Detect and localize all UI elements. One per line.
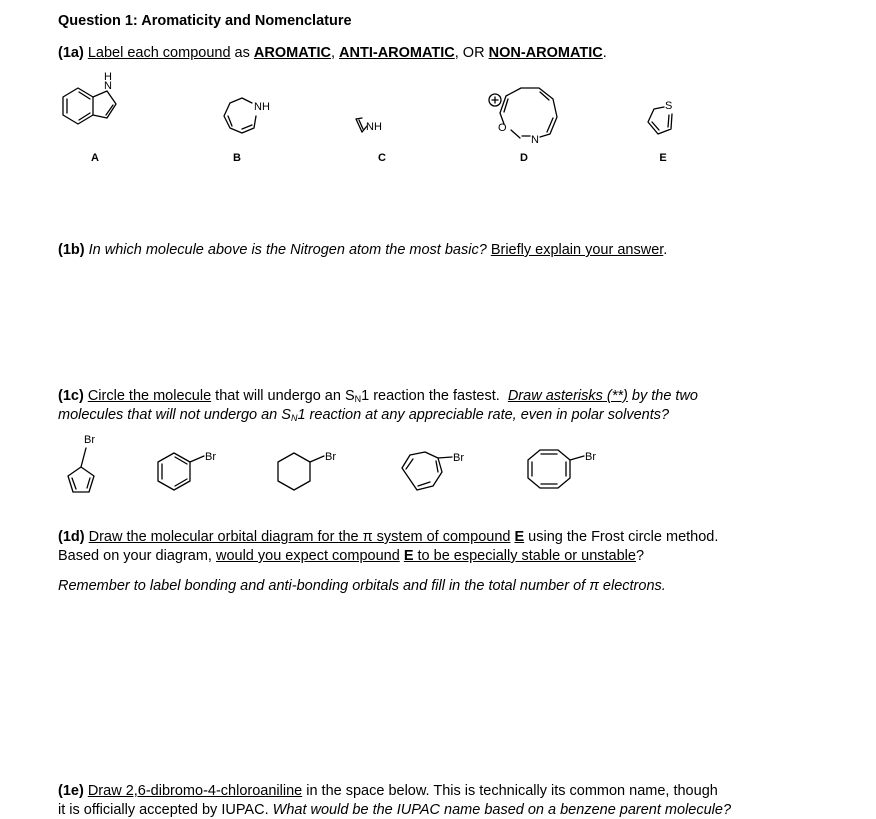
compound-a-nitrogen: N <box>104 80 112 92</box>
q1c-prompt-line2 <box>58 406 669 427</box>
q1c-tag: (1c) <box>58 388 84 404</box>
q1d-note: Remember to label bonding and anti-bonding orbitals and fill in the total number of π electrons. <box>58 578 666 594</box>
q1b-prompt <box>58 241 667 259</box>
compound-d-nitrogen: N <box>531 134 539 146</box>
q1c-br-label-3: Br <box>325 451 336 463</box>
compound-d-oxygen: O <box>498 122 507 134</box>
q1c-molecule-bromocyclohexane <box>270 444 360 504</box>
q1e-line2b: What would be the IUPAC name based on a benzene parent molecule? <box>272 802 732 818</box>
q1c-line2-sub: N <box>290 413 298 423</box>
compound-c-nh: NH <box>366 121 382 133</box>
q1a-option-non-aromatic: NON-AROMATIC <box>488 45 603 61</box>
q1c-molecule-cycloheptatriene-br <box>392 444 492 504</box>
q1d-line2b: would you expect compound <box>215 548 400 564</box>
q1c-br-label-4: Br <box>453 452 464 464</box>
q1c-text2: 1 reaction the fastest. <box>361 388 500 404</box>
q1d-line2e: ? <box>635 548 645 564</box>
q1e-line2a: it is officially accepted by IUPAC. <box>58 802 273 818</box>
q1e-prompt-line2 <box>58 801 731 819</box>
compound-e-structure <box>642 96 692 141</box>
q1c-line2b: 1 reaction at any appreciable rate, even in polar solvents? <box>297 407 670 423</box>
compound-b-structure <box>218 94 288 144</box>
q1a-end: . <box>602 45 607 61</box>
q1b-instruction: Briefly explain your answer <box>490 242 664 258</box>
q1a-sep: , <box>330 45 340 61</box>
compound-b-label: B <box>233 152 241 164</box>
compound-c-label: C <box>378 152 386 164</box>
q1c-br-label-2: Br <box>205 451 216 463</box>
q1c-text3: by the two <box>627 388 698 404</box>
q1a-option-aromatic: AROMATIC <box>253 45 331 61</box>
q1a-instruction: Label each compound <box>87 45 231 61</box>
q1c-sub: N <box>354 394 362 404</box>
q1a-option-anti-aromatic: ANTI-AROMATIC <box>339 45 455 61</box>
compound-c-structure <box>352 114 412 144</box>
compound-a-label: A <box>91 152 99 164</box>
q1e-instruction: Draw 2,6-dibromo-4-chloroaniline <box>87 783 303 799</box>
q1d-line2d: to be especially stable or unstable <box>413 548 636 564</box>
q1e-prompt-line1 <box>58 782 718 800</box>
q1c-molecule-bromobenzene <box>150 444 240 504</box>
q1b-question: In which molecule above is the Nitrogen atom the most basic? <box>88 242 487 258</box>
q1c-text1: that will undergo an S <box>211 388 355 404</box>
q1c-molecule-cyclooctatetraene-br <box>516 444 616 504</box>
q1e-tag: (1e) <box>58 783 84 799</box>
q1c-line2a: molecules that will not undergo an S <box>58 407 291 423</box>
q1d-instruction: Draw the molecular orbital diagram for the π system of compound <box>88 529 511 545</box>
q1b-tag: (1b) <box>58 242 85 258</box>
q1c-instruction2: Draw asterisks (**) <box>507 388 628 404</box>
q1d-prompt-line2 <box>58 547 644 565</box>
compound-a-structure <box>55 71 145 144</box>
q1a-tag: (1a) <box>58 45 84 61</box>
q1a-text: as <box>230 45 254 61</box>
q1d-prompt-line1 <box>58 528 718 546</box>
compound-a-hydrogen: H <box>104 71 112 83</box>
q1e-text1: in the space below. This is technically its common name, though <box>302 783 718 799</box>
q1d-tag: (1d) <box>58 529 85 545</box>
compound-b-nh: NH <box>254 101 270 113</box>
q1d-line2c: E <box>403 548 414 564</box>
q1c-br-label-1: Br <box>84 434 95 446</box>
q1a-prompt <box>58 44 607 62</box>
compound-e-sulfur: S <box>665 100 673 112</box>
q1c-instruction1: Circle the molecule <box>87 388 212 404</box>
question-title: Question 1: Aromaticity and Nomenclature <box>58 13 352 29</box>
q1a-sep2: , OR <box>454 45 489 61</box>
compound-d-label: D <box>520 152 528 164</box>
q1b-end: . <box>663 242 668 258</box>
q1c-br-label-5: Br <box>585 451 596 463</box>
q1d-text1: using the Frost circle method. <box>524 529 719 545</box>
compound-d-structure <box>484 86 574 156</box>
q1c-prompt-line1 <box>58 387 698 408</box>
q1d-line2a: Based on your diagram, <box>58 548 216 564</box>
compound-e-label: E <box>659 152 667 164</box>
q1c-molecule-cyclopentene-br <box>58 430 118 500</box>
q1d-compound: E <box>514 529 525 545</box>
